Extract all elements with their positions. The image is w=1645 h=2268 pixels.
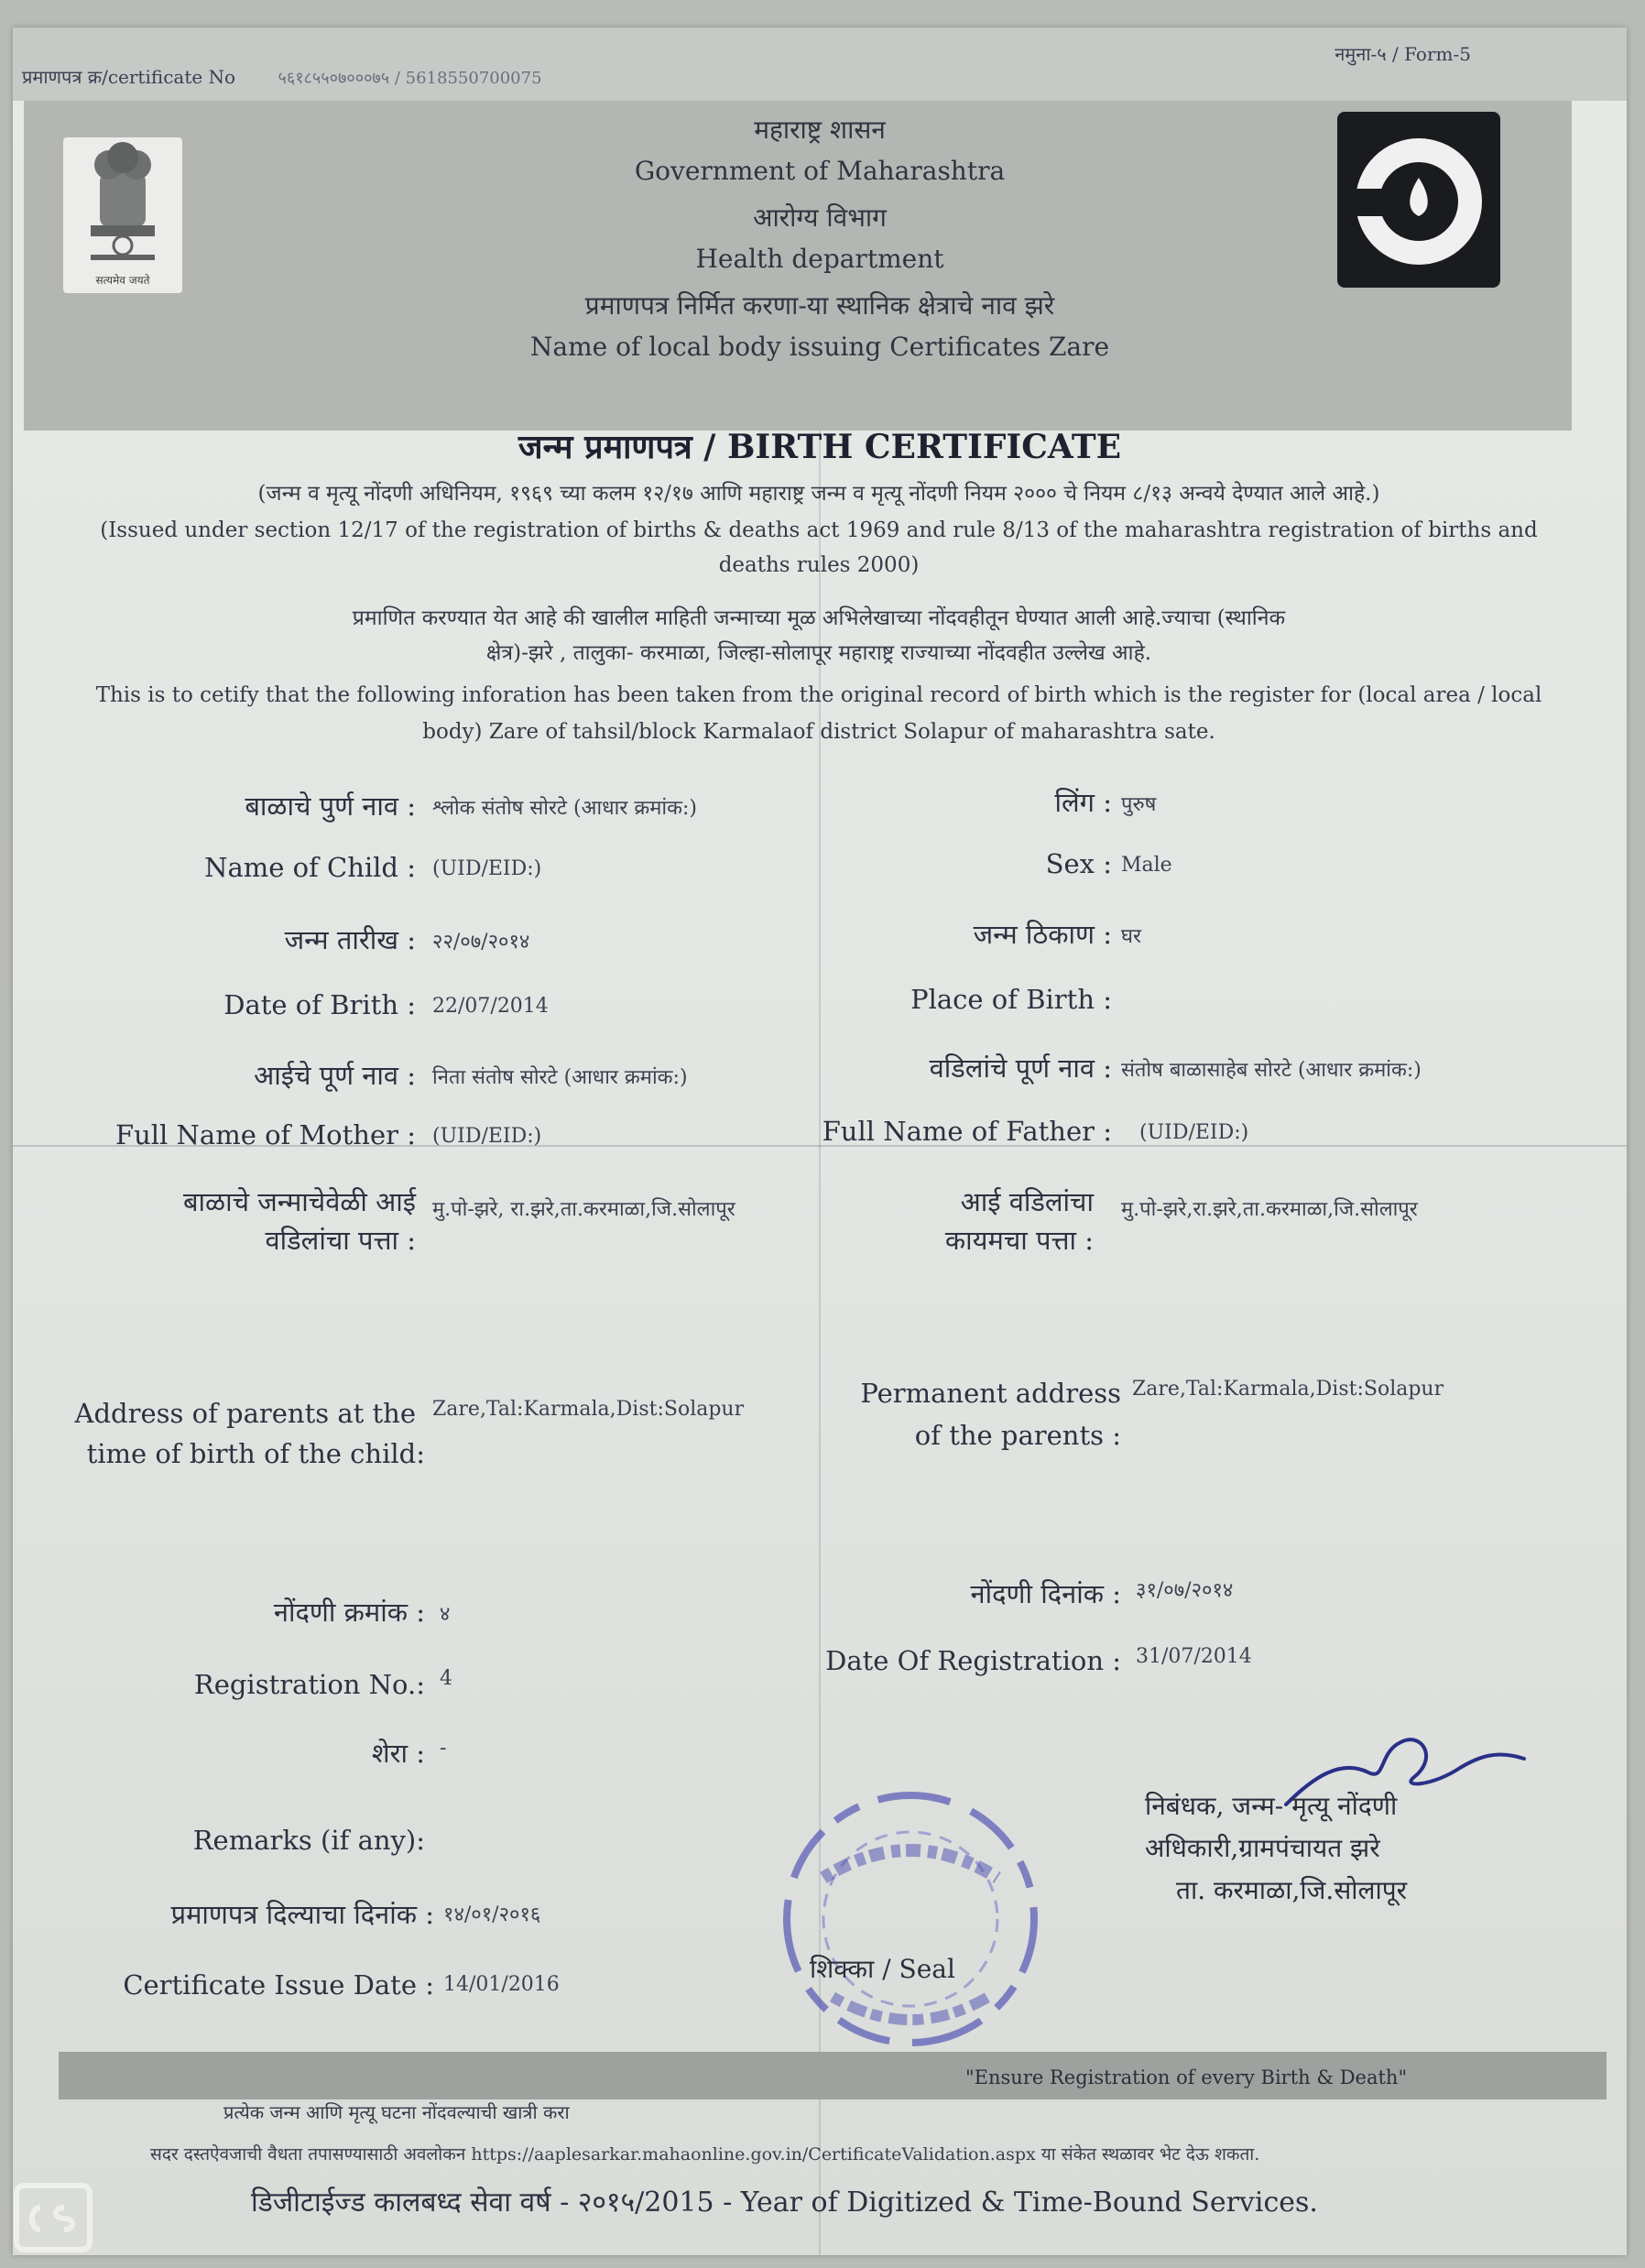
certificate-number-value: ५६१८५५०७०००७५ / 5618550700075 xyxy=(278,69,542,88)
child-name-value-en: (UID/EID:) xyxy=(432,857,542,880)
address-birth-value-mr: मु.पो-झरे, रा.झरे,ता.करमाळा,जि.सोलापूर xyxy=(432,1198,735,1221)
mother-name-label-mr: आईचे पूर्ण नाव : xyxy=(254,1060,416,1091)
sex-label-en: Sex : xyxy=(1045,848,1112,879)
official-seal-stamp xyxy=(759,1768,1062,2070)
seal-label: शिक्का / Seal xyxy=(810,1954,955,1984)
certificate-number xyxy=(22,64,542,89)
certify-english-2: body) Zare of tahsil/block Karmalaof district Solapur of maharashtra sate. xyxy=(422,720,1215,744)
registration-no-label-mr: नोंदणी क्रमांक : xyxy=(273,1597,425,1628)
local-body-english: Name of local body issuing Certificates Zare xyxy=(529,332,1110,362)
footer-year-line: डिजीटाईज्ड कालबध्द सेवा वर्ष - २०१५/2015 - Year of Digitized & Time-Bound Services. xyxy=(251,2186,1318,2219)
child-name-value-mr: श्लोक संतोष सोरटे (आधार क्रमांक:) xyxy=(432,797,697,820)
registration-date-label-mr: नोंदणी दिनांक : xyxy=(970,1578,1121,1609)
issued-under-marathi: (जन्म व मृत्यू नोंदणी अधिनियम, १९६९ च्या कलम १२/१७ आणि महाराष्ट्र जन्म व मृत्यू नोंदणी नियम २००० चे नियम ८/१३ अन्वये देण्यात आले आहे.) xyxy=(257,482,1380,506)
form-number: नमुना-५ / Form-5 xyxy=(1335,43,1471,65)
registration-no-label-en: Registration No.: xyxy=(193,1669,425,1700)
certify-english-1: This is to cetify that the following inforation has been taken from the original record of birth which is the register for (local area / local xyxy=(95,683,1542,707)
pob-label-en: Place of Birth : xyxy=(910,984,1112,1015)
department-english: Health department xyxy=(695,244,944,274)
footer-quote: "Ensure Registration of every Birth & Death" xyxy=(965,2066,1408,2088)
issue-date-label-en: Certificate Issue Date : xyxy=(123,1969,434,2001)
mother-name-value-mr: निता संतोष सोरटे (आधार क्रमांक:) xyxy=(432,1066,688,1089)
address-permanent-label-en-1: Permanent address xyxy=(860,1378,1121,1409)
child-name-label-mr: बाळाचे पुर्ण नाव : xyxy=(245,791,416,822)
address-birth-label-en-2: time of birth of the child: xyxy=(86,1438,425,1469)
emblem-caption: सत्यमेव जयते xyxy=(95,274,150,287)
certify-marathi-1: प्रमाणित करण्यात येत आहे की खालील माहिती जन्माच्या मूळ अभिलेखाच्या नोंदवहीतून घेण्यात आली आहे.ज्याचा (स्थानिक xyxy=(352,606,1286,630)
birth-certificate xyxy=(13,27,1627,2255)
footer-validation-url: सदर दस्तऐवजाची वैधता तपासण्यासाठी अवलोकन https://aaplesarkar.mahaonline.gov.in/CertificateValidation.aspx या संकेत स्थळावर भेट देऊ शकता. xyxy=(150,2144,1260,2164)
address-birth-label-mr-2: वडिलांचा पत्ता : xyxy=(265,1225,416,1256)
address-permanent-label-en-2: of the parents : xyxy=(914,1420,1121,1451)
footer-marathi-line: प्रत्येक जन्म आणि मृत्यू घटना नोंदवल्याची खात्री करा xyxy=(223,2101,570,2123)
issue-date-label-mr: प्रमाणपत्र दिल्याचा दिनांक : xyxy=(170,1899,434,1930)
issue-date-value-en: 14/01/2016 xyxy=(443,1973,560,1996)
registrar-line-2: अधिकारी,ग्रामपंचायत झरे xyxy=(1145,1833,1380,1863)
sex-value-mr: पुरुष xyxy=(1121,793,1157,816)
mother-name-label-en: Full Name of Mother : xyxy=(114,1119,416,1150)
camscanner-watermark-icon xyxy=(13,2182,104,2255)
remarks-value: - xyxy=(440,1737,447,1760)
sex-label-mr: लिंग : xyxy=(1054,787,1112,818)
registration-date-value-en: 31/07/2014 xyxy=(1136,1645,1252,1668)
pob-value-mr: घर xyxy=(1121,925,1142,948)
certificate-title: जन्म प्रमाणपत्र / BIRTH CERTIFICATE xyxy=(517,428,1122,466)
father-name-value-mr: संतोष बाळासाहेब सोरटे (आधार क्रमांक:) xyxy=(1121,1059,1422,1082)
address-permanent-label-mr-2: कायमचा पत्ता : xyxy=(944,1225,1094,1256)
address-permanent-value-mr: मु.पो-झरे,रा.झरे,ता.करमाळा,जि.सोलापूर xyxy=(1121,1198,1418,1221)
department-marathi: आरोग्य विभाग xyxy=(753,202,887,233)
issued-under-english-1: (Issued under section 12/17 of the registration of births & deaths act 1969 and rule 8/13 of the maharashtra registration of births and xyxy=(100,518,1538,542)
certify-marathi-2: क्षेत्र)-झरे , तालुका- करमाळा, जिल्हा-सोलापूर महाराष्ट्र राज्याच्या नोंदवहीत उल्लेख आहे. xyxy=(485,641,1152,665)
issued-under-english-2: deaths rules 2000) xyxy=(718,553,920,577)
registration-date-label-en: Date Of Registration : xyxy=(825,1645,1121,1676)
father-name-value-en: (UID/EID:) xyxy=(1139,1121,1249,1144)
pob-label-mr: जन्म ठिकाण : xyxy=(973,919,1112,950)
registrar-line-3: ता. करमाळा,जि.सोलापूर xyxy=(1176,1875,1408,1905)
local-body-marathi: प्रमाणपत्र निर्मित करणा-या स्थानिक क्षेत्राचे नाव झरे xyxy=(584,290,1055,321)
address-permanent-label-mr-1: आई वडिलांचा xyxy=(960,1186,1094,1217)
registration-no-value-mr: ४ xyxy=(440,1603,451,1626)
dob-label-mr: जन्म तारीख : xyxy=(284,924,416,955)
issue-date-value-mr: १४/०१/२०१६ xyxy=(443,1903,541,1926)
dob-label-en: Date of Brith : xyxy=(223,989,416,1020)
registrar-line-1: निबंधक, जन्म- मृत्यू नोंदणी xyxy=(1145,1791,1398,1821)
remarks-label-en: Remarks (if any): xyxy=(192,1825,425,1856)
government-marathi: महाराष्ट्र शासन xyxy=(754,114,886,145)
certificate-number-label: प्रमाणपत्र क्र/certificate No xyxy=(22,66,236,88)
address-birth-value-en: Zare,Tal:Karmala,Dist:Solapur xyxy=(432,1398,745,1421)
address-birth-label-mr-1: बाळाचे जन्माचेवेळी आई xyxy=(182,1186,416,1217)
registration-no-value-en: 4 xyxy=(440,1667,452,1690)
dob-value-mr: २२/०७/२०१४ xyxy=(432,931,530,954)
mother-name-value-en: (UID/EID:) xyxy=(432,1125,542,1148)
address-permanent-value-en: Zare,Tal:Karmala,Dist:Solapur xyxy=(1132,1378,1444,1401)
dob-value-en: 22/07/2014 xyxy=(432,995,549,1018)
sex-value-en: Male xyxy=(1121,854,1172,877)
father-name-label-en: Full Name of Father : xyxy=(822,1116,1112,1147)
address-birth-label-en-1: Address of parents at the xyxy=(74,1398,416,1429)
remarks-label-mr: शेरा : xyxy=(371,1738,425,1769)
government-english: Government of Maharashtra xyxy=(634,156,1006,186)
registration-date-value-mr: ३१/०७/२०१४ xyxy=(1136,1579,1234,1602)
father-name-label-mr: वडिलांचे पूर्ण नाव : xyxy=(929,1052,1112,1084)
child-name-label-en: Name of Child : xyxy=(204,852,416,883)
